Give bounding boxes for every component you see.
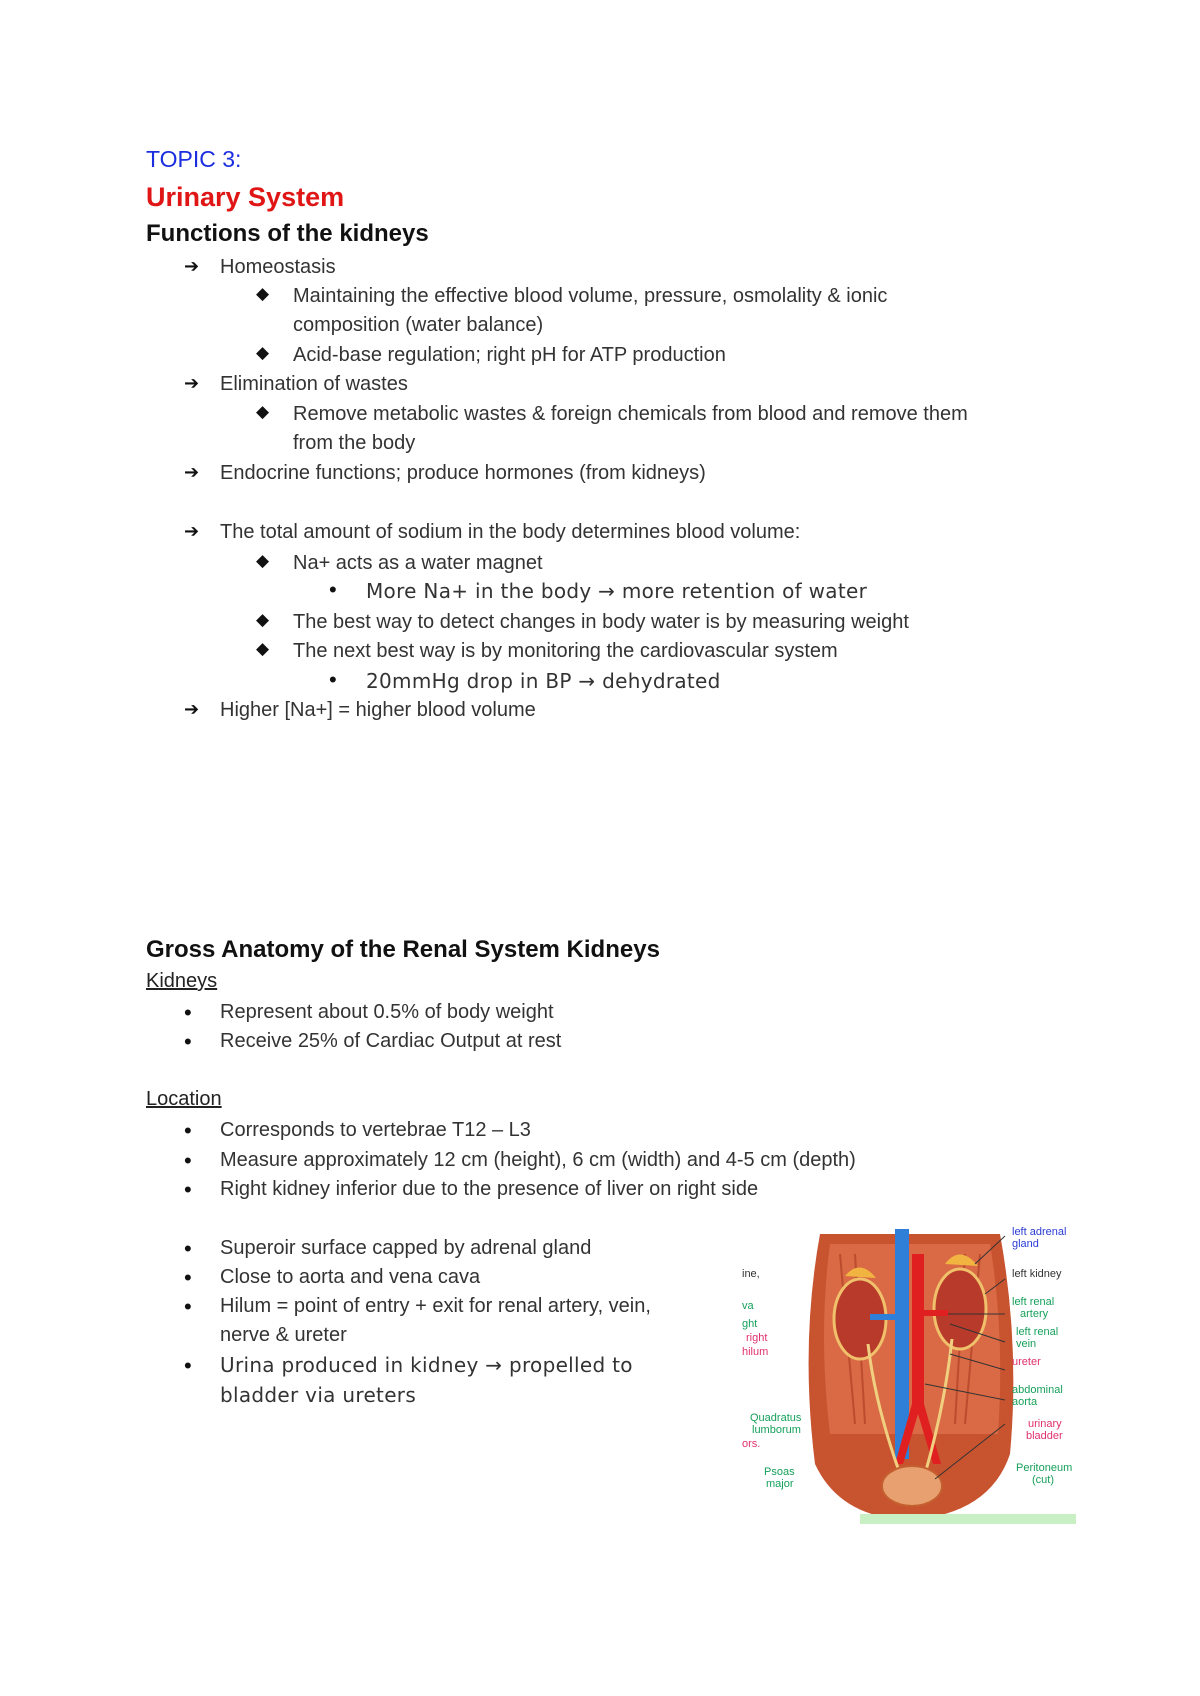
figure-label: urinary xyxy=(1028,1418,1062,1430)
dot-bullet-icon: • xyxy=(184,1148,192,1173)
list-item: Remove metabolic wastes & foreign chemicals from blood and remove them xyxy=(293,403,968,425)
kidney-anatomy-illustration xyxy=(760,1224,1120,1524)
subheading-kidneys: Kidneys xyxy=(146,970,218,992)
list-item: The total amount of sodium in the body determines blood volume: xyxy=(220,521,801,543)
kidney-anatomy-figure xyxy=(742,1224,1120,1524)
figure-label: Psoas xyxy=(764,1466,795,1478)
arrow-bullet-icon: ➔ xyxy=(184,373,200,393)
topic-label: TOPIC 3: xyxy=(146,146,242,172)
diamond-bullet-icon: ◆ xyxy=(256,639,270,658)
list-item: Na+ acts as a water magnet xyxy=(293,552,543,574)
figure-label: ureter xyxy=(1012,1356,1041,1368)
figure-label: abdominal xyxy=(1012,1384,1063,1396)
list-item: Hilum = point of entry + exit for renal artery, vein, xyxy=(220,1295,651,1317)
dot-bullet-icon: • xyxy=(184,1294,192,1319)
dot-bullet-icon: • xyxy=(184,1236,192,1261)
figure-label: Quadratus xyxy=(750,1412,802,1424)
list-item: More Na+ in the body → more retention of water xyxy=(366,579,868,603)
figure-label: vein xyxy=(1016,1338,1037,1350)
list-item: Elimination of wastes xyxy=(220,373,408,395)
figure-label: aorta xyxy=(1012,1396,1038,1408)
figure-label: hilum xyxy=(742,1346,769,1358)
diamond-bullet-icon: ◆ xyxy=(256,284,270,303)
figure-label: left renal xyxy=(1016,1326,1059,1338)
list-item: Urina produced in kidney → propelled to xyxy=(220,1353,633,1377)
page-title: Urinary System xyxy=(146,182,345,212)
section-heading-anatomy: Gross Anatomy of the Renal System Kidneys xyxy=(146,936,660,963)
figure-label: left adrenal xyxy=(1012,1226,1067,1238)
dot-bullet-icon: • xyxy=(184,1265,192,1290)
list-item: The best way to detect changes in body water is by measuring weight xyxy=(293,611,909,633)
dot-bullet-icon: • xyxy=(184,1118,192,1143)
dot-bullet-icon: • xyxy=(184,1177,192,1202)
list-item: nerve & ureter xyxy=(220,1324,347,1346)
arrow-bullet-icon: ➔ xyxy=(184,462,200,482)
list-item: Homeostasis xyxy=(220,256,336,278)
list-item: from the body xyxy=(293,432,416,454)
arrow-bullet-icon: ➔ xyxy=(184,521,200,541)
figure-label: ght xyxy=(742,1318,758,1330)
figure-label: ors. xyxy=(742,1438,761,1450)
dot-bullet-icon: • xyxy=(184,1029,192,1054)
list-item: Measure approximately 12 cm (height), 6 cm (width) and 4-5 cm (depth) xyxy=(220,1149,856,1171)
dot-bullet-icon: • xyxy=(329,667,337,692)
list-item: Acid-base regulation; right pH for ATP production xyxy=(293,344,726,366)
diamond-bullet-icon: ◆ xyxy=(256,551,270,570)
dot-bullet-icon: • xyxy=(184,1353,192,1378)
section-heading-functions: Functions of the kidneys xyxy=(146,220,429,247)
list-item: composition (water balance) xyxy=(293,314,544,336)
list-item: Represent about 0.5% of body weight xyxy=(220,1001,554,1023)
list-item: Maintaining the effective blood volume, pressure, osmolality & ionic xyxy=(293,285,888,307)
dot-bullet-icon: • xyxy=(329,577,337,602)
arrow-bullet-icon: ➔ xyxy=(184,256,200,276)
figure-label: artery xyxy=(1020,1308,1049,1320)
figure-label: va xyxy=(742,1300,754,1312)
list-item: Close to aorta and vena cava xyxy=(220,1266,481,1288)
list-item: Higher [Na+] = higher blood volume xyxy=(220,699,536,721)
list-item: Receive 25% of Cardiac Output at rest xyxy=(220,1030,562,1052)
figure-label: left kidney xyxy=(1012,1268,1062,1280)
figure-label: Peritoneum xyxy=(1016,1462,1073,1474)
figure-label: bladder xyxy=(1026,1430,1063,1442)
figure-label: right xyxy=(746,1332,768,1344)
dot-bullet-icon: • xyxy=(184,1000,192,1025)
diamond-bullet-icon: ◆ xyxy=(256,402,270,421)
figure-label: left renal xyxy=(1012,1296,1055,1308)
list-item: bladder via ureters xyxy=(220,1383,417,1407)
subheading-location: Location xyxy=(146,1088,222,1110)
list-item: The next best way is by monitoring the cardiovascular system xyxy=(293,640,838,662)
figure-label: ine, xyxy=(742,1268,760,1280)
figure-label: gland xyxy=(1012,1238,1039,1250)
list-item: Endocrine functions; produce hormones (from kidneys) xyxy=(220,462,706,484)
diamond-bullet-icon: ◆ xyxy=(256,343,270,362)
list-item: 20mmHg drop in BP → dehydrated xyxy=(366,669,721,693)
figure-label: major xyxy=(766,1478,794,1490)
list-item: Corresponds to vertebrae T12 – L3 xyxy=(220,1119,531,1141)
list-item: Right kidney inferior due to the presence of liver on right side xyxy=(220,1178,759,1200)
list-item: Superoir surface capped by adrenal gland xyxy=(220,1237,592,1259)
arrow-bullet-icon: ➔ xyxy=(184,699,200,719)
figure-label: lumborum xyxy=(752,1424,801,1436)
figure-label: (cut) xyxy=(1032,1474,1054,1486)
diamond-bullet-icon: ◆ xyxy=(256,610,270,629)
